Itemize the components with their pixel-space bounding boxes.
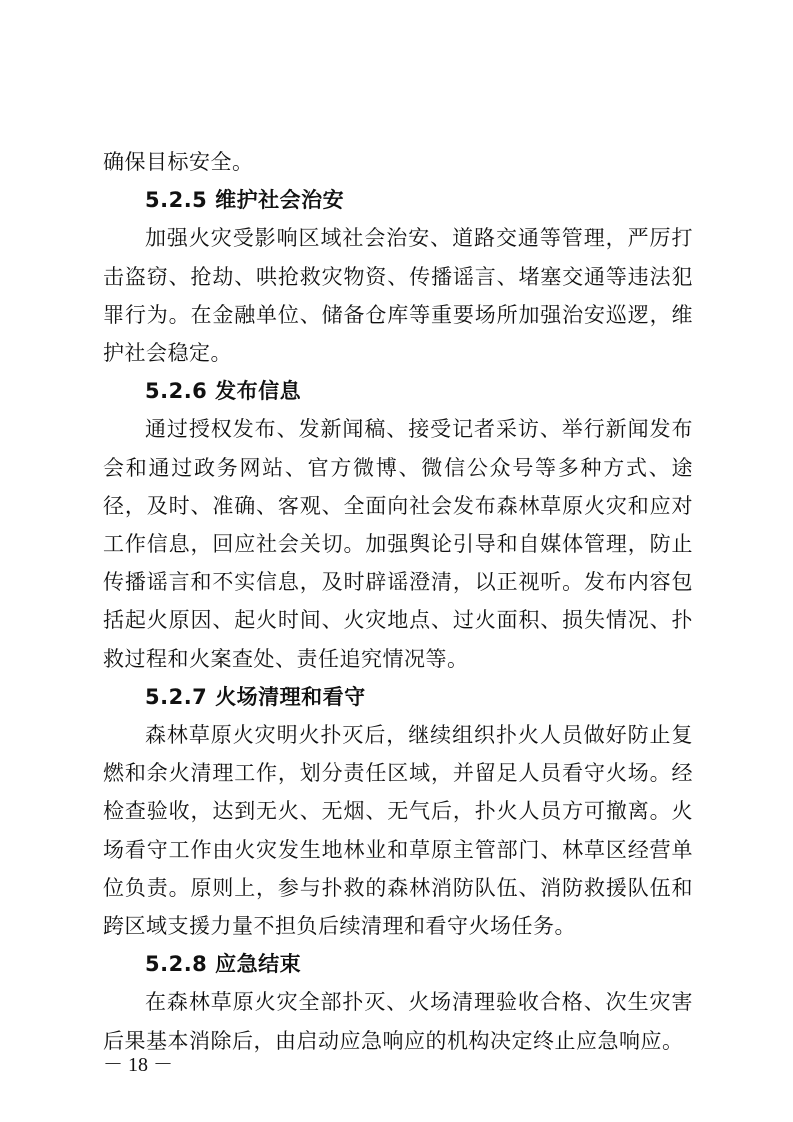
page-number: － 18 － (103, 1054, 173, 1076)
paragraph-continuation: 确保目标安全。 (103, 150, 254, 174)
section-heading-5-2-8: 5.2.8 应急结束 (145, 952, 302, 977)
section-heading-5-2-6: 5.2.6 发布信息 (145, 379, 302, 404)
paragraph-fire-cleanup: 森林草原火灾明火扑灭后，继续组织扑火人员做好防止复燃和余火清理工作，划分责任区域，并留足人员看守火场。经检查验收，达到无火、无烟、无气后，扑火人员方可撤离。火场看守工作由火灾发生地林业和草原主管部门、林草区经营单位负责。原则上，参与扑救的森林消防队伍、消防救援队伍和跨区域支援力量不担负后续清理和看守火场任务。 (103, 723, 693, 939)
document-body (103, 143, 693, 1060)
section-heading-5-2-5: 5.2.5 维护社会治安 (145, 188, 345, 213)
section-heading-5-2-7: 5.2.7 火场清理和看守 (145, 684, 366, 709)
paragraph-social-order: 加强火灾受影响区域社会治安、道路交通等管理，严厉打击盗窃、抢劫、哄抢救灾物资、传播谣言、堵塞交通等违法犯罪行为。在金融单位、储备仓库等重要场所加强治安巡逻，维护社会稳定。 (103, 226, 693, 366)
paragraph-information-release: 通过授权发布、发新闻稿、接受记者采访、举行新闻发布会和通过政务网站、官方微博、微信公众号等多种方式、途径，及时、准确、客观、全面向社会发布森林草原火灾和应对工作信息，回应社会关切。加强舆论引导和自媒体管理，防止传播谣言和不实信息，及时辟谣澄清，以正视听。发布内容包括起火原因、起火时间、火灾地点、过火面积、损失情况、扑救过程和火案查处、责任追究情况等。 (103, 417, 693, 671)
paragraph-emergency-end: 在森林草原火灾全部扑灭、火场清理验收合格、次生灾害后果基本消除后，由启动应急响应的机构决定终止应急响应。 (103, 990, 693, 1053)
